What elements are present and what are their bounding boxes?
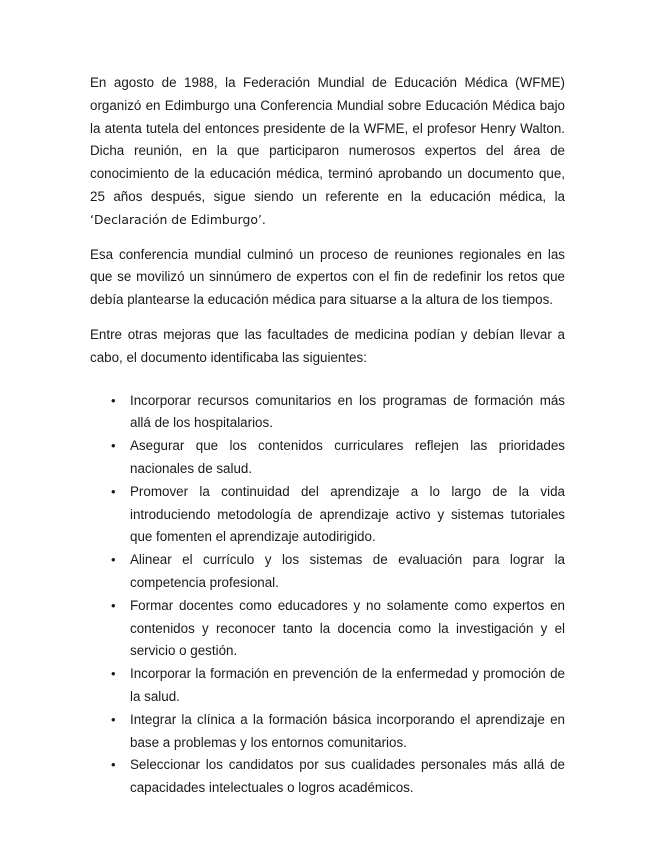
paragraph-improvements-text: Entre otras mejoras que las facultades de medicina podían y debían llevar a cabo, el documento identificaba las siguientes:	[90, 326, 565, 365]
bullet-icon: •	[111, 666, 116, 682]
list-item	[90, 481, 565, 549]
list-item-text: Incorporar recursos comunitarios en los programas de formación más allá de los hospitalarios.	[130, 392, 565, 431]
bullet-icon: •	[111, 438, 116, 454]
bullet-icon: •	[111, 711, 116, 727]
list-item	[90, 754, 565, 800]
list-item-text: Incorporar la formación en prevención de la enfermedad y promoción de la salud.	[130, 666, 565, 704]
list-item	[90, 709, 565, 755]
paragraph-conference	[90, 244, 565, 312]
quoted-title: ‘Declaración de Edimburgo’.	[90, 211, 266, 227]
list-item-text: Seleccionar los candidatos por sus cualidades personales más allá de capacidades intelectuales o logros académicos.	[130, 757, 565, 796]
list-item	[90, 663, 565, 709]
list-item-text: Alinear el currículo y los sistemas de evaluación para lograr la competencia profesional.	[130, 552, 565, 590]
list-item	[90, 595, 565, 663]
list-item-text: Promover la continuidad del aprendizaje a lo largo de la vida introduciendo metodología de aprendizaje activo y sistemas tutoriales que fomenten el aprendizaje autodirigido.	[130, 483, 565, 545]
paragraph-intro	[90, 72, 565, 232]
list-item	[90, 549, 565, 595]
bullet-icon: •	[111, 392, 116, 408]
improvements-list	[90, 390, 565, 800]
document-page	[90, 72, 565, 800]
bullet-icon: •	[111, 597, 116, 613]
paragraph-intro-text: En agosto de 1988, la Federación Mundial de Educación Médica (WFME) organizó en Edimburgo una Conferencia Mundial sobre Educación Médica bajo la atenta tutela del entonces presidente de la WFME, el profesor Henry Walton. Dicha reunión, en la que participaron numerosos expertos del área de conocimiento de la educación médica, terminó aprobando un documento que, 25 años después, sigue siendo un referente en la educación médica, la	[90, 75, 565, 204]
bullet-icon: •	[111, 483, 116, 499]
list-item	[90, 435, 565, 481]
list-item-text: Formar docentes como educadores y no solamente como expertos en contenidos y reconocer tanto la docencia como la investigación y el servicio o gestión.	[130, 597, 565, 659]
bullet-icon: •	[111, 757, 116, 773]
paragraph-conference-text: Esa conferencia mundial culminó un proceso de reuniones regionales en las que se movilizó un sinnúmero de expertos con el fin de redefinir los retos que debía plantearse la educación médica para situarse a la altura de los tiempos.	[90, 246, 565, 308]
list-item-text: Asegurar que los contenidos curriculares reflejen las prioridades nacionales de salud.	[130, 438, 565, 476]
paragraph-improvements	[90, 324, 565, 370]
bullet-icon: •	[111, 552, 116, 568]
list-item-text: Integrar la clínica a la formación básica incorporando el aprendizaje en base a problemas y los entornos comunitarios.	[130, 711, 565, 750]
list-item	[90, 390, 565, 436]
